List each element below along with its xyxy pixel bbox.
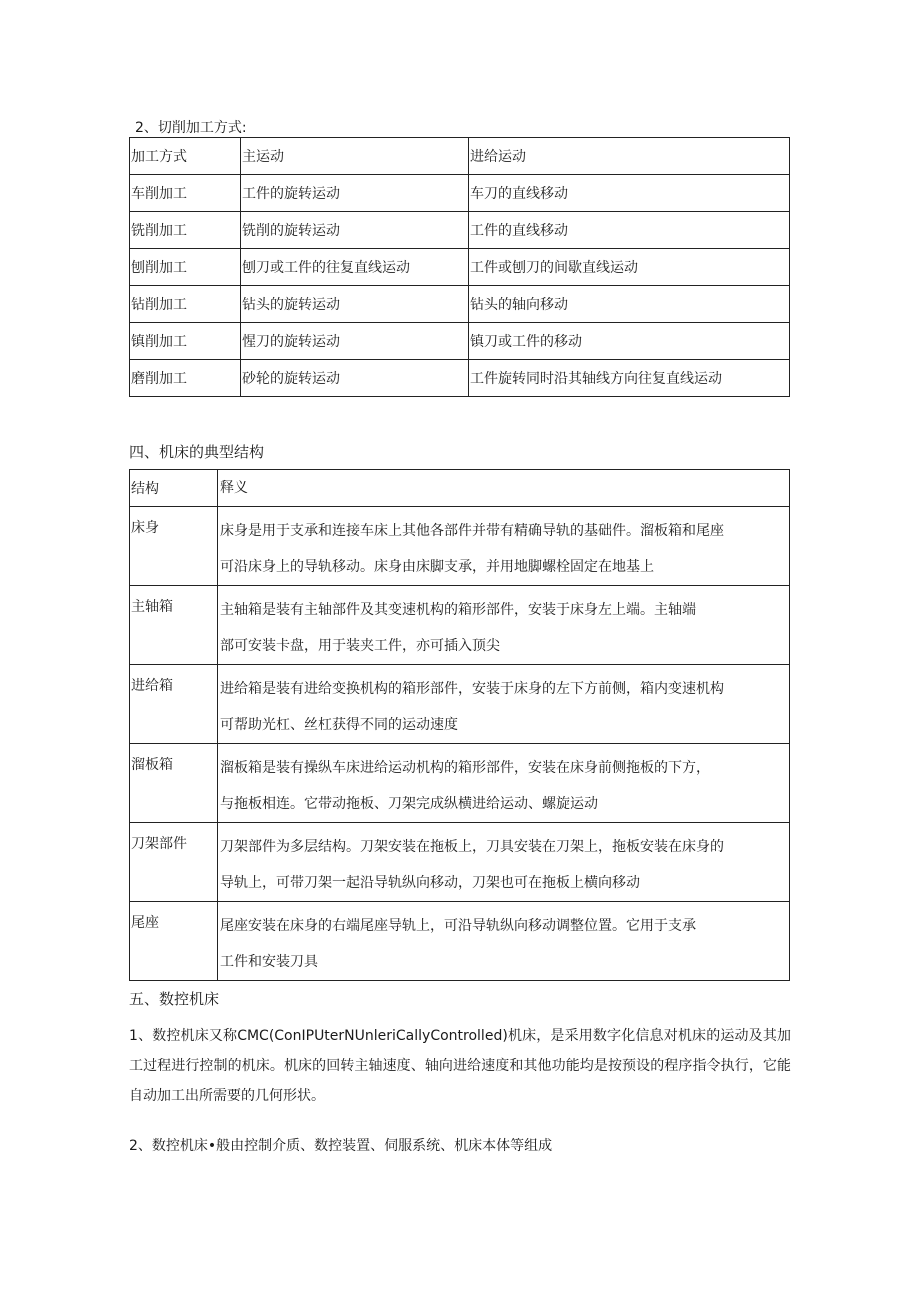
header-cell: 主运动 bbox=[241, 138, 469, 175]
desc-line: 刀架部件为多层结构。刀架安装在拖板上，刀具安装在刀架上，拖板安装在床身的 bbox=[220, 839, 724, 855]
desc-line: 可沿床身上的导轨移动。床身由床脚支承，并用地脚螺栓固定在地基上 bbox=[220, 559, 654, 575]
feed-motion-cell: 镇刀或工件的移动 bbox=[469, 323, 790, 360]
structure-name-cell: 进给箱 bbox=[130, 665, 218, 744]
desc-line: 主轴箱是装有主轴部件及其变速机构的箱形部件，安装于床身左上端。主轴端 bbox=[220, 602, 696, 618]
structure-desc-cell bbox=[218, 507, 790, 586]
table-row bbox=[130, 212, 790, 249]
method-cell: 车削加工 bbox=[130, 175, 241, 212]
structure-name-cell: 主轴箱 bbox=[130, 586, 218, 665]
main-motion-cell: 砂轮的旋转运动 bbox=[241, 360, 469, 397]
section4-heading: 四、机床的典型结构 bbox=[129, 443, 265, 461]
method-cell: 铣削加工 bbox=[130, 212, 241, 249]
table-row bbox=[130, 507, 790, 586]
cnc-definition-paragraph: 1、数控机床又称CMC(ConIPUterNUnleriCallyControlled)机床，是采用数字化信息对机床的运动及其加工过程进行控制的机床。机床的回转主轴速度、轴向进给速度和其他功能均是按预设的程序指令执行，它能自动加工出所需要的几何形状。 bbox=[129, 1028, 791, 1104]
desc-line: 导轨上，可带刀架一起沿导轨纵向移动，刀架也可在拖板上横向移动 bbox=[220, 875, 640, 891]
header-cell: 结构 bbox=[130, 470, 218, 507]
table-row bbox=[130, 744, 790, 823]
structure-name-cell: 刀架部件 bbox=[130, 823, 218, 902]
feed-motion-cell: 工件或刨刀的间歇直线运动 bbox=[469, 249, 790, 286]
section2-heading: 2、切削加工方式: bbox=[135, 120, 247, 136]
structure-name-cell: 床身 bbox=[130, 507, 218, 586]
table-row bbox=[130, 665, 790, 744]
table-row bbox=[130, 249, 790, 286]
structure-desc-cell bbox=[218, 586, 790, 665]
method-cell: 镇削加工 bbox=[130, 323, 241, 360]
desc-line: 部可安装卡盘，用于装夹工件，亦可插入顶尖 bbox=[220, 638, 500, 654]
main-motion-cell: 铣削的旋转运动 bbox=[241, 212, 469, 249]
table-row bbox=[130, 823, 790, 902]
structure-desc-cell bbox=[218, 744, 790, 823]
structure-desc-cell bbox=[218, 902, 790, 981]
feed-motion-cell: 钻头的轴向移动 bbox=[469, 286, 790, 323]
method-cell: 钻削加工 bbox=[130, 286, 241, 323]
feed-motion-cell: 车刀的直线移动 bbox=[469, 175, 790, 212]
structure-name-cell: 尾座 bbox=[130, 902, 218, 981]
main-motion-cell: 惺刀的旋转运动 bbox=[241, 323, 469, 360]
feed-motion-cell: 工件旋转同时沿其轴线方向往复直线运动 bbox=[469, 360, 790, 397]
table-row bbox=[130, 175, 790, 212]
header-cell: 加工方式 bbox=[130, 138, 241, 175]
structure-desc-cell bbox=[218, 665, 790, 744]
feed-motion-cell: 工件的直线移动 bbox=[469, 212, 790, 249]
desc-line: 与拖板相连。它带动拖板、刀架完成纵横进给运动、螺旋运动 bbox=[220, 796, 598, 812]
desc-line: 进给箱是装有进给变换机构的箱形部件，安装于床身的左下方前侧，箱内变速机构 bbox=[220, 681, 724, 697]
desc-line: 尾座安装在床身的右端尾座导轨上，可沿导轨纵向移动调整位置。它用于支承 bbox=[220, 918, 696, 934]
main-motion-cell: 钻头的旋转运动 bbox=[241, 286, 469, 323]
desc-line: 工件和安装刀具 bbox=[220, 954, 318, 970]
section5-heading: 五、数控机床 bbox=[129, 990, 220, 1008]
table-header-row bbox=[130, 470, 790, 507]
desc-line: 可帮助光杠、丝杠获得不同的运动速度 bbox=[220, 717, 458, 733]
table-row bbox=[130, 360, 790, 397]
machining-methods-table bbox=[129, 137, 790, 397]
machine-structure-table bbox=[129, 469, 790, 981]
table-row bbox=[130, 586, 790, 665]
table-row bbox=[130, 286, 790, 323]
method-cell: 磨削加工 bbox=[130, 360, 241, 397]
desc-line: 溜板箱是装有操纵车床进给运动机构的箱形部件，安装在床身前侧拖板的下方， bbox=[220, 760, 710, 776]
header-cell: 进给运动 bbox=[469, 138, 790, 175]
structure-desc-cell bbox=[218, 823, 790, 902]
method-cell: 刨削加工 bbox=[130, 249, 241, 286]
table-header-row bbox=[130, 138, 790, 175]
table-row bbox=[130, 323, 790, 360]
main-motion-cell: 工件的旋转运动 bbox=[241, 175, 469, 212]
main-motion-cell: 刨刀或工件的往复直线运动 bbox=[241, 249, 469, 286]
table-row bbox=[130, 902, 790, 981]
desc-line: 床身是用于支承和连接车床上其他各部件并带有精确导轨的基础件。溜板箱和尾座 bbox=[220, 523, 724, 539]
structure-name-cell: 溜板箱 bbox=[130, 744, 218, 823]
header-cell: 释义 bbox=[218, 470, 790, 507]
cnc-components-paragraph: 2、数控机床•般由控制介质、数控装置、伺服系统、机床本体等组成 bbox=[129, 1138, 553, 1154]
